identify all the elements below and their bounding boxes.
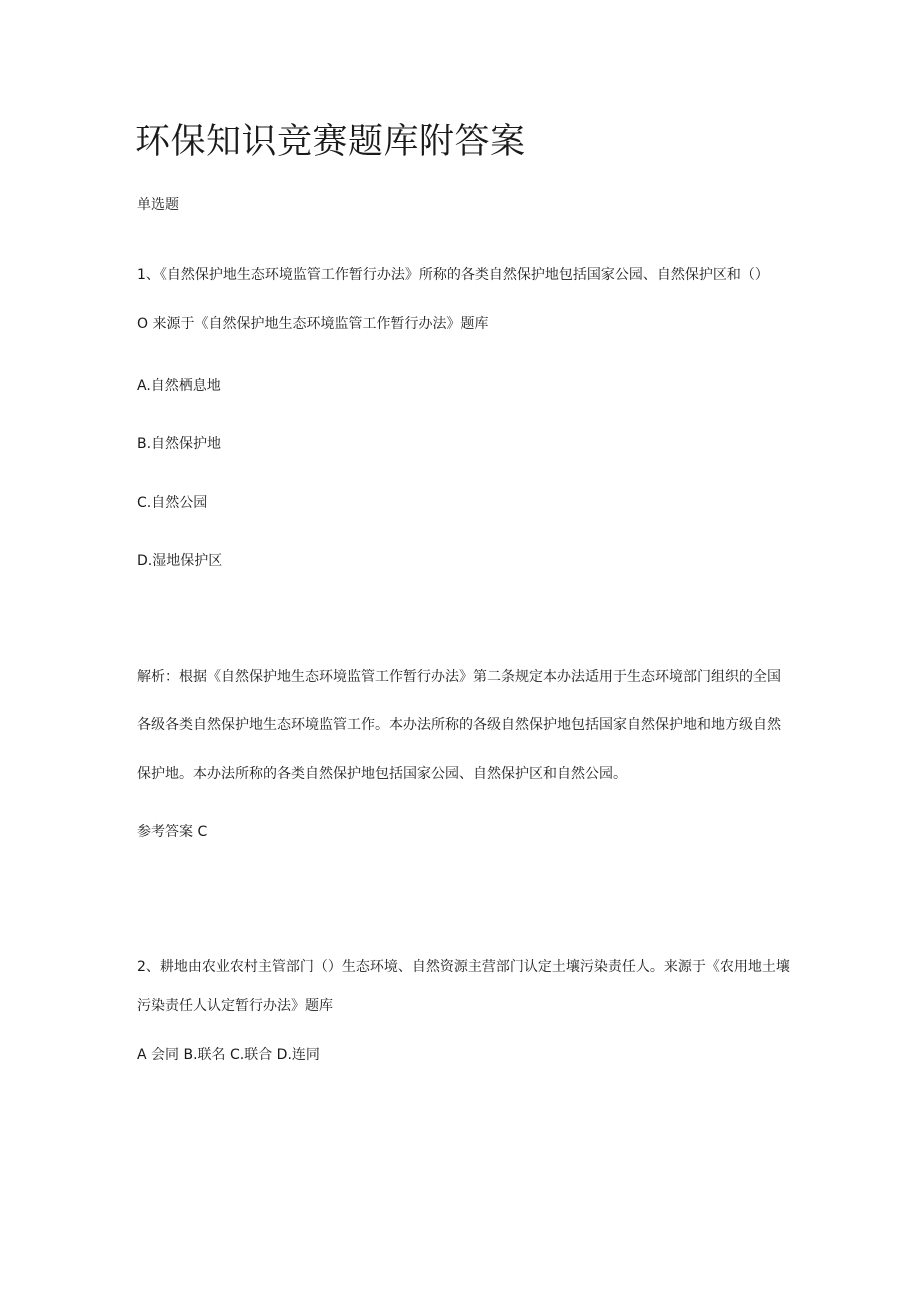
document-title: 环保知识竞赛题库附答案 [135, 122, 526, 162]
question-2-text-line-1: 2、耕地由农业农村主管部门（）生态环境、自然资源主营部门认定土壤污染责任人。来源于《农用地土壤 [137, 959, 790, 975]
section-label: 单选题 [137, 197, 179, 213]
question-1-answer: 参考答案 C [137, 824, 208, 840]
question-1-option-b: B.自然保护地 [137, 436, 222, 452]
question-1-text: 1、《自然保护地生态环境监管工作暂行办法》所称的各类自然保护地包括国家公园、自然保护区和（） [137, 267, 769, 283]
question-1-explanation-line-2: 各级各类自然保护地生态环境监管工作。本办法所称的各级自然保护地包括国家自然保护地和地方级自然 [137, 717, 781, 733]
question-1-option-d: D.湿地保护区 [137, 553, 223, 569]
question-1-explanation-line-3: 保护地。本办法所称的各类自然保护地包括国家公园、自然保护区和自然公园。 [137, 766, 627, 782]
question-1-source: O 来源于《自然保护地生态环境监管工作暂行办法》题库 [137, 316, 489, 332]
question-2-text-line-2: 污染责任人认定暂行办法》题库 [137, 998, 333, 1014]
question-1-explanation-line-1: 解析：根据《自然保护地生态环境监管工作暂行办法》第二条规定本办法适用于生态环境部门组织的全国 [137, 669, 781, 685]
question-2-options: A 会同 B.联名 C.联合 D.连同 [137, 1047, 320, 1063]
question-1-option-c: C.自然公园 [137, 495, 208, 511]
question-1-option-a: A.自然栖息地 [137, 378, 221, 394]
